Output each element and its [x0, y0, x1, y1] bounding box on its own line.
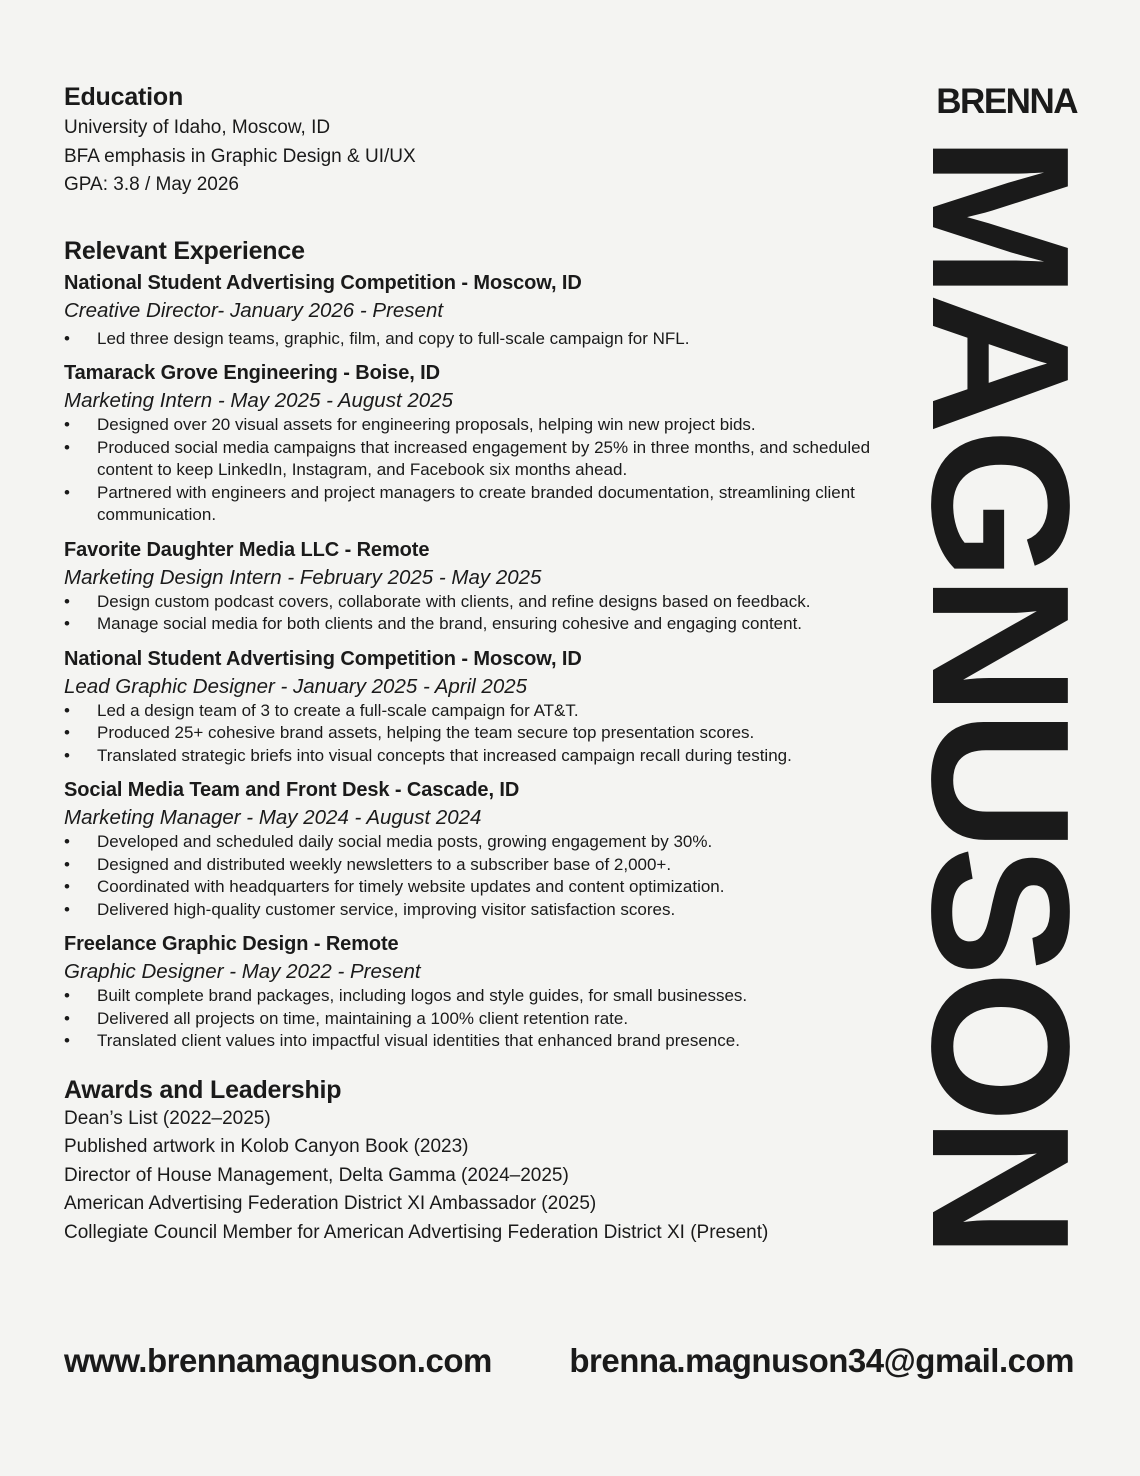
awards-heading: Awards and Leadership [64, 1075, 342, 1104]
job-entry [64, 270, 914, 351]
job-company: National Student Advertising Competition - Moscow, ID [64, 647, 582, 670]
award-item: Collegiate Council Member for American Advertising Federation District XI (Present) [64, 1221, 769, 1243]
award-item: American Advertising Federation District XI Ambassador (2025) [64, 1193, 597, 1214]
job-bullets [64, 831, 914, 921]
first-name: BRENNA [936, 82, 1077, 121]
job-company: Freelance Graphic Design - Remote [64, 933, 399, 955]
award-item: Director of House Management, Delta Gamma (2024–2025) [64, 1164, 569, 1186]
job-bullets [64, 700, 914, 768]
award-item: Dean’s List (2022–2025) [64, 1107, 271, 1129]
job-role: Creative Director- January 2026 - Present [64, 298, 444, 322]
job-bullet: • Delivered high-quality customer service, improving visitor satisfaction scores. [64, 899, 914, 922]
job-bullet: • Produced social media campaigns that increased engagement by 25% in three months, and scheduled content to keep LinkedIn, Instagram, and Facebook six months ahead. [64, 437, 914, 482]
job-bullet: • Designed and distributed weekly newsletters to a subscriber base of 2,000+. [64, 854, 914, 877]
job-bullets [64, 328, 914, 351]
award-item: Published artwork in Kolob Canyon Book (2023) [64, 1136, 469, 1157]
job-bullet: • Coordinated with headquarters for timely website updates and content optimization. [64, 876, 914, 899]
job-bullet: • Produced 25+ cohesive brand assets, helping the team secure top presentation scores. [64, 722, 914, 745]
contact-footer [64, 1342, 1074, 1386]
job-company: Tamarack Grove Engineering - Boise, ID [64, 362, 440, 384]
education-school: University of Idaho, Moscow, ID [64, 117, 331, 138]
education-details [64, 114, 914, 200]
last-name: MAGNUSON [891, 135, 1110, 1253]
job-bullets [64, 414, 914, 527]
job-company: National Student Advertising Competition - Moscow, ID [64, 271, 582, 294]
job-bullet: • Led three design teams, graphic, film, and copy to full-scale campaign for NFL. [64, 328, 914, 351]
job-bullet: • Led a design team of 3 to create a full-scale campaign for AT&T. [64, 700, 914, 723]
website-link[interactable]: www.brennamagnuson.com [64, 1342, 492, 1379]
job-entry [64, 360, 914, 527]
job-entry [64, 931, 914, 1053]
job-role: Lead Graphic Designer - January 2025 - April 2025 [64, 674, 528, 698]
education-section [64, 82, 914, 200]
job-bullet: • Delivered all projects on time, maintaining a 100% client retention rate. [64, 1008, 914, 1031]
job-entry [64, 777, 914, 921]
education-gpa: GPA: 3.8 / May 2026 [64, 174, 239, 195]
job-role: Marketing Manager - May 2024 - August 2024 [64, 806, 482, 829]
resume-body [64, 82, 914, 1247]
job-bullet: • Translated client values into impactful visual identities that enhanced brand presence. [64, 1030, 914, 1053]
job-entry [64, 537, 914, 636]
job-bullets [64, 985, 914, 1053]
experience-section [64, 236, 914, 1053]
job-entry [64, 646, 914, 768]
job-bullet: • Designed over 20 visual assets for engineering proposals, helping win new project bids. [64, 414, 914, 437]
job-role: Marketing Design Intern - February 2025 - May 2025 [64, 565, 542, 589]
education-heading: Education [64, 83, 184, 111]
job-bullet: • Built complete brand packages, including logos and style guides, for small businesses. [64, 985, 914, 1008]
job-role: Graphic Designer - May 2022 - Present [64, 960, 421, 983]
awards-section [64, 1075, 914, 1248]
last-name-column [891, 128, 1110, 1260]
job-company: Social Media Team and Front Desk - Cascade, ID [64, 779, 520, 801]
education-degree: BFA emphasis in Graphic Design & UI/UX [64, 145, 416, 167]
job-bullet: • Partnered with engineers and project managers to create branded documentation, streamlining client communication. [64, 482, 914, 527]
experience-heading: Relevant Experience [64, 236, 305, 265]
job-bullet: • Design custom podcast covers, collaborate with clients, and refine designs based on feedback. [64, 591, 914, 614]
job-bullet: • Translated strategic briefs into visual concepts that increased campaign recall during testing. [64, 745, 914, 768]
job-bullet: • Developed and scheduled daily social media posts, growing engagement by 30%. [64, 831, 914, 854]
job-role: Marketing Intern - May 2025 - August 2025 [64, 389, 453, 412]
email-link[interactable]: brenna.magnuson34@gmail.com [569, 1342, 1074, 1379]
job-bullet: • Manage social media for both clients and the brand, ensuring cohesive and engaging content. [64, 613, 914, 636]
job-company: Favorite Daughter Media LLC - Remote [64, 538, 430, 561]
job-bullets [64, 591, 914, 636]
